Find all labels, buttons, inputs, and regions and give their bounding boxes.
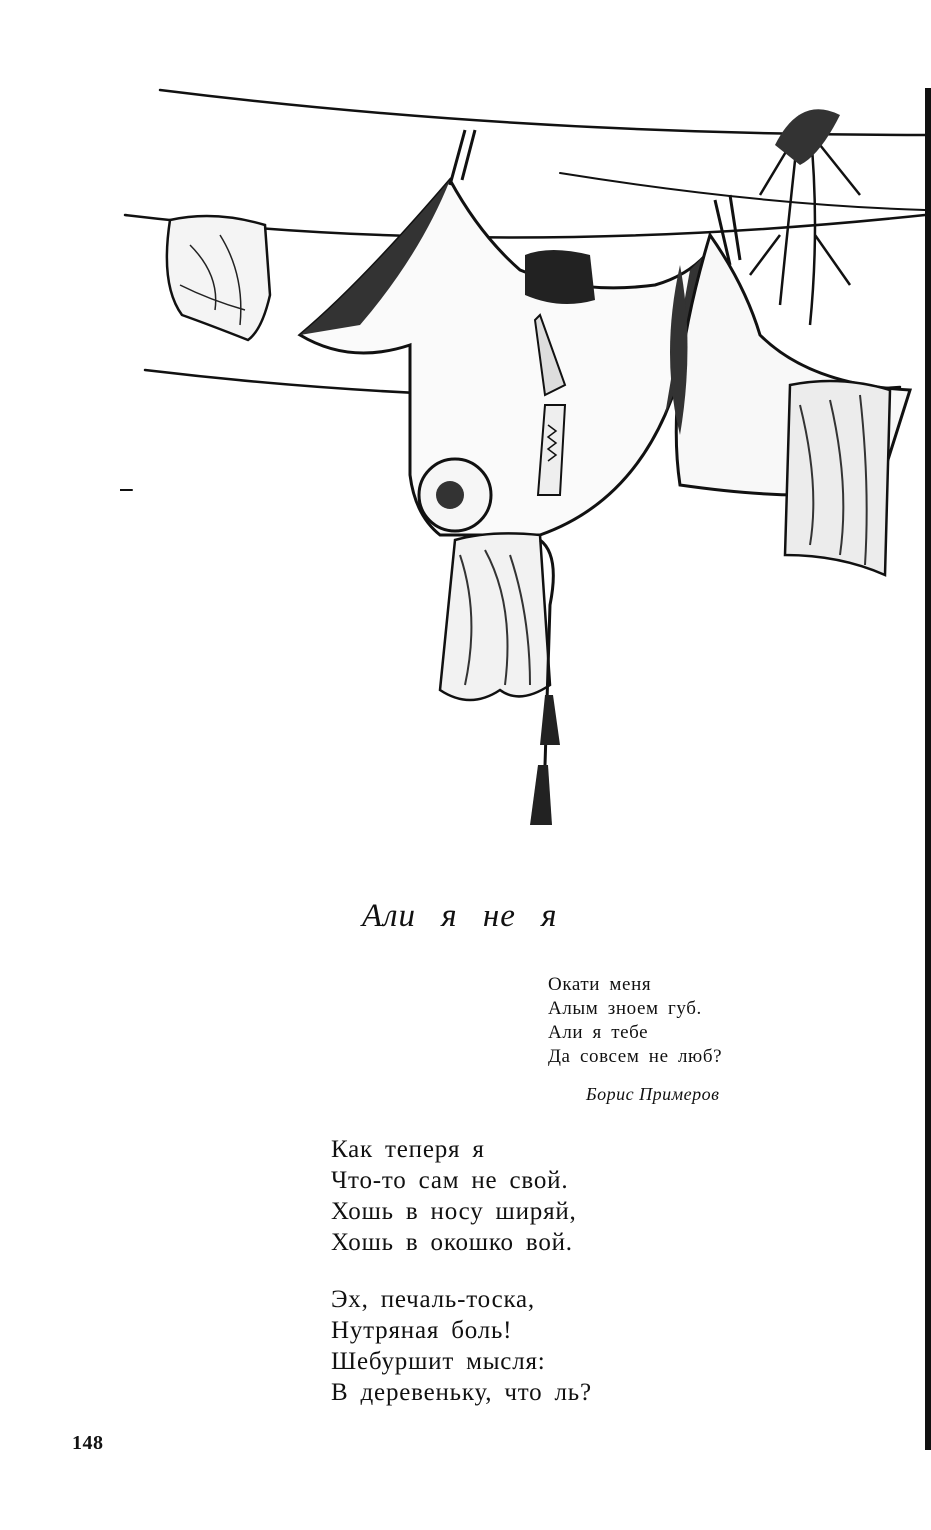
verse-line: Как теперя я xyxy=(331,1136,485,1163)
epigraph-line: Окати меня xyxy=(548,974,652,995)
small-cloth-left xyxy=(167,216,270,340)
verse-line: Шебуршит мысля: xyxy=(331,1348,546,1375)
epigraph-line: Да совсем не люб? xyxy=(548,1046,723,1067)
verse-line: В деревеньку, что ль? xyxy=(331,1379,592,1406)
clothesline-middle xyxy=(560,173,925,210)
stanza-1 xyxy=(331,1134,751,1258)
epigraph xyxy=(548,973,788,1069)
verse-line: Эх, печаль-тоска, xyxy=(331,1286,535,1313)
page-number: 148 xyxy=(72,1432,104,1454)
verse-line: Нутряная боль! xyxy=(331,1317,513,1344)
laundry-line-illustration xyxy=(120,85,931,845)
epigraph-author: Борис Примеров xyxy=(586,1084,720,1104)
verse-line: Хошь в окошко вой. xyxy=(331,1229,573,1256)
apron xyxy=(440,533,550,700)
epigraph-line: Алым зноем губ. xyxy=(548,998,702,1019)
verse-line: Хошь в носу ширяй, xyxy=(331,1198,577,1225)
epigraph-line: Али я тебе xyxy=(548,1022,649,1043)
verse-line: Что-то сам не свой. xyxy=(331,1167,569,1194)
stanza-2 xyxy=(331,1284,751,1408)
poem-title: Али я не я xyxy=(362,898,558,934)
